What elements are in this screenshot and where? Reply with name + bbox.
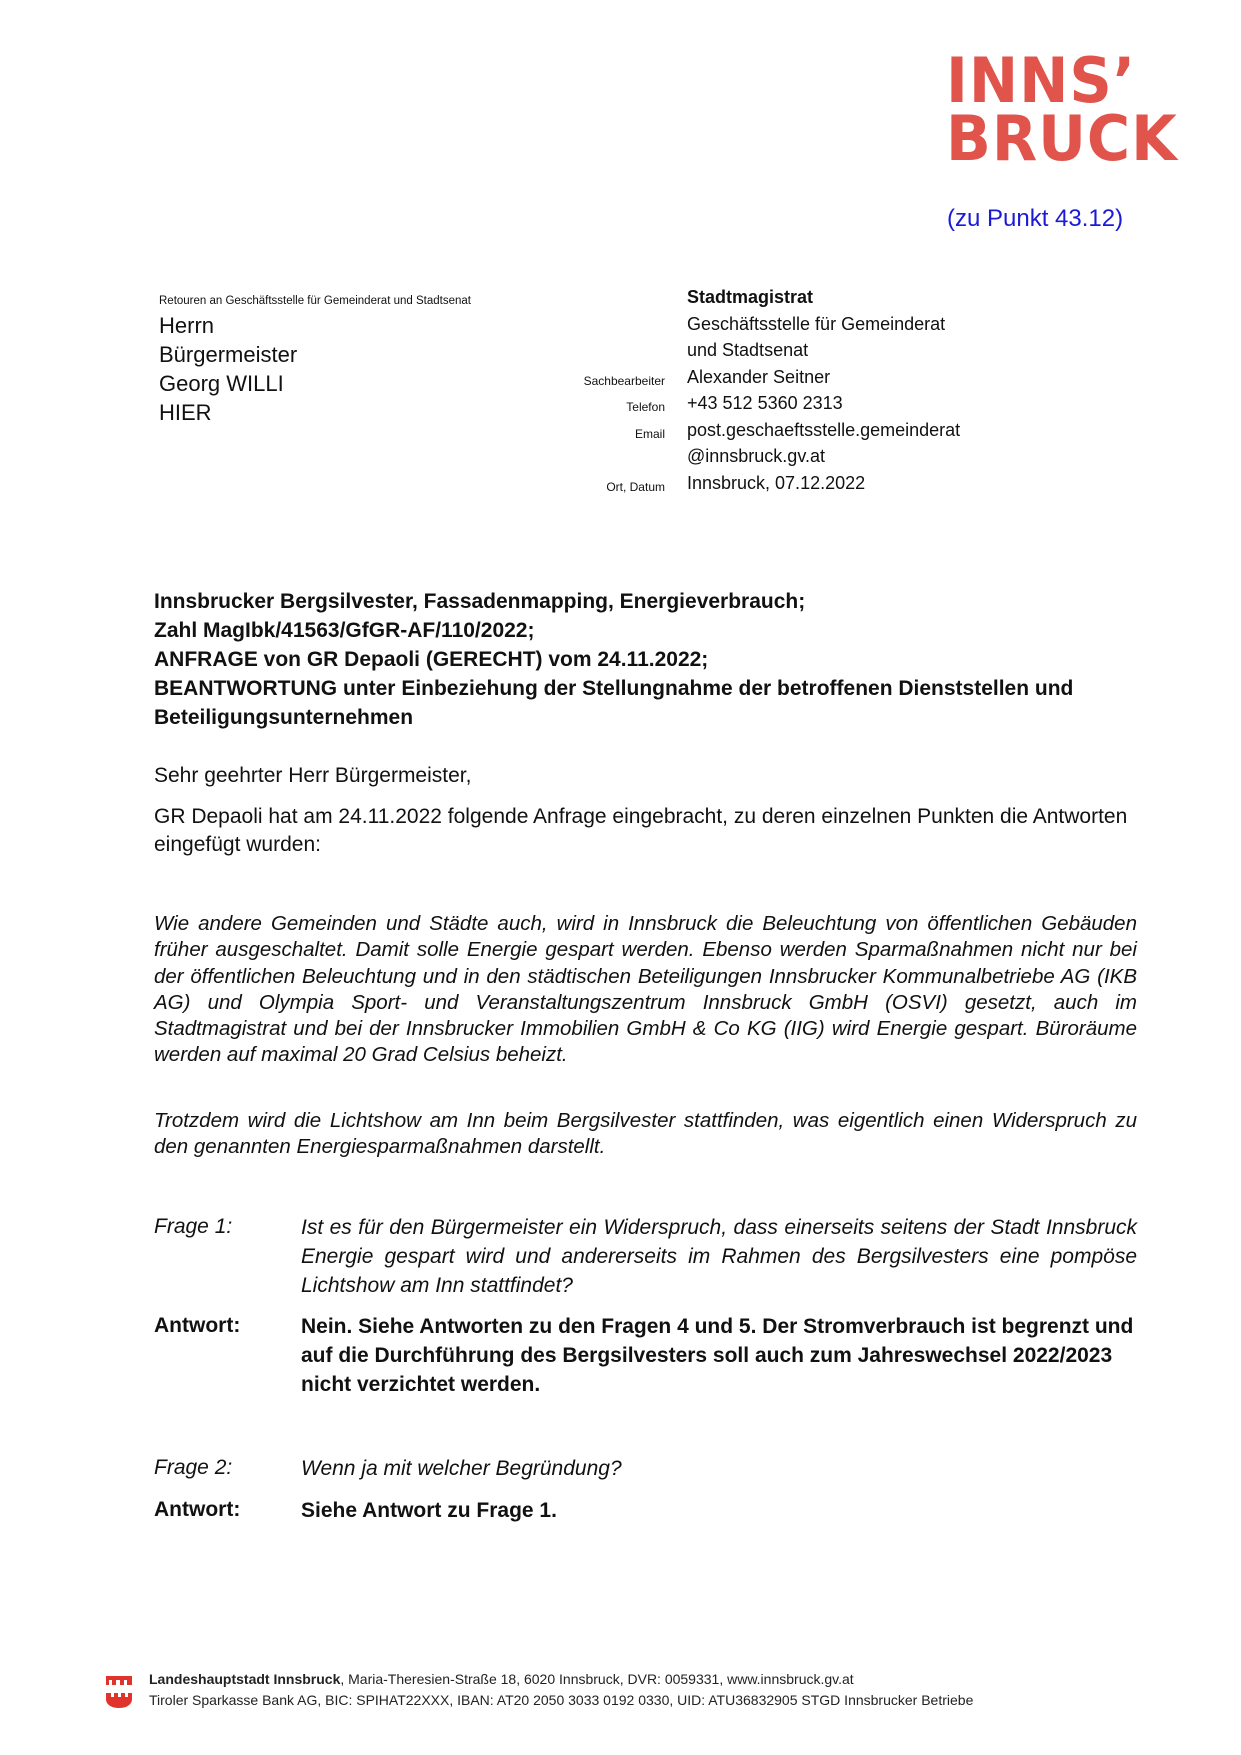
sender-dept: und Stadtsenat	[687, 340, 809, 360]
sender-title: Stadtmagistrat	[687, 287, 814, 307]
return-note: Retouren an Geschäftsstelle für Gemeinderat und Stadtsenat	[159, 295, 471, 307]
answer-label: Antwort:	[154, 1498, 241, 1521]
subject-line: Innsbrucker Bergsilvester, Fassadenmapping, Energieverbrauch;	[154, 590, 806, 613]
question-text: Wenn ja mit welcher Begründung?	[301, 1457, 622, 1480]
footer-org: Landeshauptstadt Innsbruck	[149, 1671, 341, 1687]
recipient-line: HIER	[159, 400, 212, 425]
question-label: Frage 2:	[154, 1456, 233, 1479]
answer-text: Siehe Antwort zu Frage 1.	[301, 1499, 557, 1522]
salutation: Sehr geehrter Herr Bürgermeister,	[154, 764, 472, 787]
subject	[154, 587, 1144, 732]
clerk-label: Sachbearbeiter	[583, 374, 665, 388]
footer-address-text: , Maria-Theresien-Straße 18, 6020 Innsbruck, DVR: 0059331, www.innsbruck.gv.at	[340, 1671, 854, 1687]
recipient-line: Herrn	[159, 313, 215, 338]
answer-label: Antwort:	[154, 1314, 241, 1337]
intro-paragraph: GR Depaoli hat am 24.11.2022 folgende Anfrage eingebracht, zu deren einzelnen Punkten die Antworten eingefügt wurden:	[154, 805, 1128, 856]
city-crest-icon	[104, 1673, 134, 1714]
innsbruck-logo	[946, 44, 1178, 175]
recipient-address	[159, 311, 297, 427]
subject-line: BEANTWORTUNG unter Einbeziehung der Stellungnahme der betroffenen Dienststellen und Beteiligungsunternehmen	[154, 677, 1074, 729]
question-text: Ist es für den Bürgermeister ein Widerspruch, dass einerseits seitens der Stadt Innsbruck Energie gespart wird und andererseits im Rahmen des Bergsilvesters eine pompöse Lichtshow am Inn stattfindet?	[301, 1216, 1137, 1297]
inquiry-paragraph: Wie andere Gemeinden und Städte auch, wird in Innsbruck die Beleuchtung von öffentlichen Gebäuden früher ausgeschaltet. Damit solle Energie gespart werden. Ebenso werden Sparmaßnahmen nicht nur bei der öffentlichen Beleuchtung und in den städtischen Beteiligungen Innsbrucker Kommunalbetriebe AG (IKB AG) und Olympia Sport- und Veranstaltungszentrum Innsbruck GmbH (OSVI) gesetzt, auch im Stadtmagistrat und bei der Innsbrucker Immobilien GmbH & Co KG (IIG) wird Energie gespart. Büroräume werden auf maximal 20 Grad Celsius beheizt.	[154, 912, 1137, 1067]
phone-label: Telefon	[626, 400, 665, 414]
email-label: Email	[634, 427, 665, 441]
date-label: Ort, Datum	[606, 480, 665, 494]
recipient-line: Georg WILLI	[159, 371, 284, 396]
date: Innsbruck, 07.12.2022	[687, 473, 866, 493]
question-label: Frage 1:	[154, 1215, 233, 1238]
email-address[interactable]: post.geschaeftsstelle.gemeinderat	[687, 420, 961, 440]
answer-text: Nein. Siehe Antworten zu den Fragen 4 und 5. Der Stromverbrauch ist begrenzt und auf die Durchführung des Bergsilvesters soll auch zum Jahreswechsel 2022/2023 nicht verzichtet werden.	[301, 1315, 1134, 1396]
clerk-name: Alexander Seitner	[687, 367, 831, 387]
footer-address	[149, 1671, 854, 1687]
logo-line1: INNS’	[946, 44, 1137, 117]
subject-line: ANFRAGE von GR Depaoli (GERECHT) vom 24.11.2022;	[154, 648, 709, 671]
email-address-domain[interactable]: @innsbruck.gv.at	[687, 446, 825, 466]
logo-line2: BRUCK	[946, 102, 1178, 175]
recipient-line: Bürgermeister	[159, 342, 298, 367]
inquiry-paragraph: Trotzdem wird die Lichtshow am Inn beim Bergsilvester stattfinden, was eigentlich einen Widerspruch zu den genannten Energiesparmaßnahmen darstellt.	[154, 1109, 1137, 1159]
footer-bank: Tiroler Sparkasse Bank AG, BIC: SPIHAT22XXX, IBAN: AT20 2050 3033 0192 0330, UID: ATU36832905 STGD Innsbrucker Betriebe	[149, 1692, 974, 1708]
agenda-reference: (zu Punkt 43.12)	[947, 205, 1124, 232]
subject-line: Zahl MagIbk/41563/GfGR-AF/110/2022;	[154, 619, 535, 642]
sender-dept: Geschäftsstelle für Gemeinderat	[687, 314, 946, 334]
phone-number: +43 512 5360 2313	[687, 393, 843, 413]
